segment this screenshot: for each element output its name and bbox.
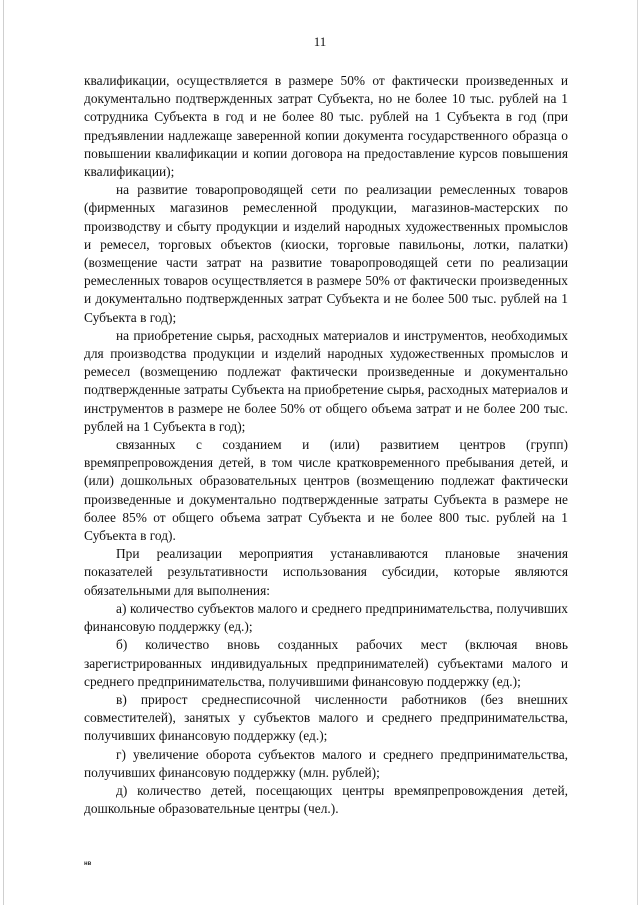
- paragraph-performance-indicators: При реализации мероприятия устанавливаются плановые значения показателей результативности использования субсидии, которые являются обязательными для выполнения:: [84, 546, 568, 598]
- paragraph-childcare-centers: связанных с созданием и (или) развитием центров (групп) времяпрепровождения детей, в том числе кратковременного пребывания детей, и (или) дошкольных образовательных центров (возмещению подлежат фактически произведенные и документально подтвержденные затраты Субъекта в размере не более 85% от общего объема затрат Субъекта и не более 800 тыс. рублей на 1 Субъекта в год).: [84, 437, 568, 544]
- scan-edge-left: [3, 0, 4, 905]
- document-body: [84, 72, 568, 818]
- list-item-v: в) прирост среднесписочной численности работников (без внешних совместителей), занятых у субъектов малого и среднего предпринимательства, получивших финансовую поддержку (ед.);: [84, 691, 568, 744]
- paragraph-qualification-continuation: квалификации, осуществляется в размере 50% от фактически произведенных и документально подтвержденных затрат Субъекта, но не более 10 тыс. рублей на 1 сотрудника Субъекта в год и не более 80 тыс. рублей на 1 Субъекта в год (при предъявлении надлежаще заверенной копии документа государственного образца о повышении квалификации и копии договора на предоставление курсов повышения квалификации);: [84, 73, 568, 180]
- paragraph-trade-network: на развитие товаропроводящей сети по реализации ремесленных товаров (фирменных магазинов ремесленной продукции, магазинов-мастерских по производству и сбыту продукции и изделий народных художественных промыслов и ремесел, торговых объектов (киоски, торговые павильоны, лотки, палатки) (возмещение части затрат на развитие товаропроводящей сети по реализации ремесленных товаров осуществляется в размере 50% от фактически произведенных и документально подтвержденных затрат Субъекта и не более 500 тыс. рублей на 1 Субъекта в год);: [84, 182, 568, 325]
- list-item-b: б) количество вновь созданных рабочих мест (включая вновь зарегистрированных индивидуальных предпринимателей) субъектами малого и среднего предпринимательства, получившими финансовую поддержку (ед.);: [84, 637, 568, 689]
- list-item-a: а) количество субъектов малого и среднего предпринимательства, получивших финансовую поддержку (ед.);: [84, 600, 568, 635]
- list-item-d: д) количество детей, посещающих центры времяпрепровождения детей, дошкольные образовательные центры (чел.).: [84, 782, 568, 817]
- paragraph-raw-materials: на приобретение сырья, расходных материалов и инструментов, необходимых для производства продукции и изделий народных художественных промыслов и ремесел (возмещению подлежат фактически произведенные и документально подтвержденные затраты Субъекта на приобретение сырья, расходных материалов и инструментов в размере не более 50% от общего объема затрат и не более 200 тыс. рублей на 1 Субъекта в год);: [84, 327, 568, 434]
- page-number: 11: [313, 34, 327, 49]
- scan-edge-right: [637, 0, 638, 905]
- list-item-g: г) увеличение оборота субъектов малого и среднего предпринимательства, получивших финансовую поддержку (млн. рублей);: [84, 746, 568, 780]
- footer-mark: нв: [84, 861, 92, 867]
